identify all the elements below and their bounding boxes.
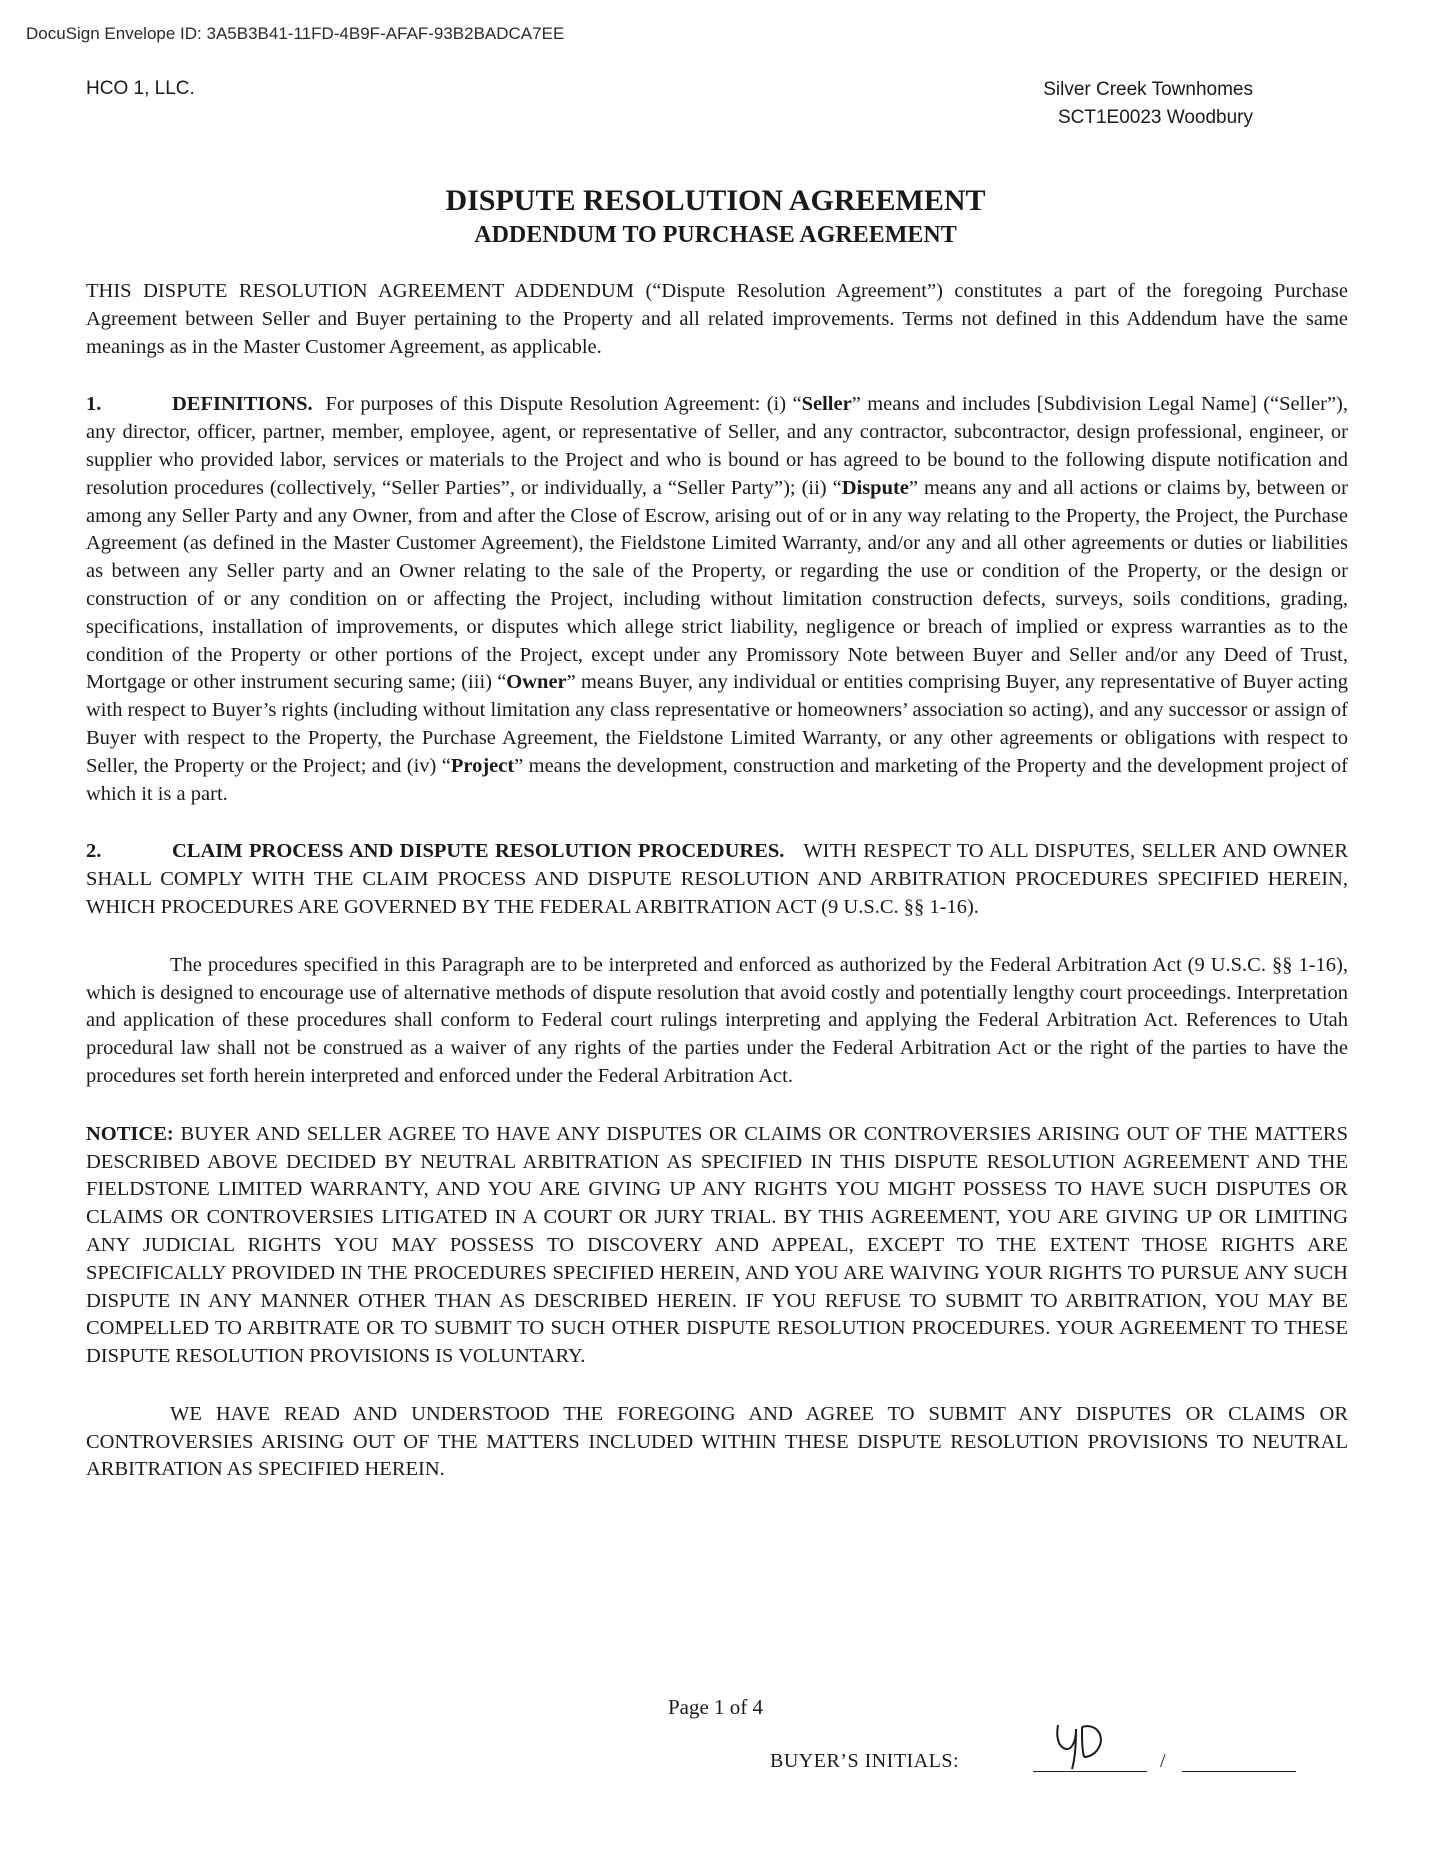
definitions-text: ” means the development, construction and marketing of the Property and the development project of which it is a part.	[86, 754, 1348, 805]
community-name: Silver Creek Townhomes	[1043, 79, 1253, 100]
section-claim-process	[86, 838, 1348, 921]
notice-paragraph	[86, 1121, 1348, 1371]
lot-code: SCT1E0023 Woodbury	[1057, 107, 1253, 128]
notice-label: NOTICE:	[86, 1122, 174, 1145]
document-body	[86, 278, 1348, 1514]
definitions-text: For purposes of this Dispute Resolution Agreement: (i) “	[325, 393, 802, 416]
term-dispute: Dispute	[841, 476, 909, 499]
page-number: Page 1 of 4	[667, 1695, 764, 1719]
buyer-initials-line-1	[1033, 1771, 1147, 1772]
document-subtitle: ADDENDUM TO PURCHASE AGREEMENT	[474, 222, 957, 248]
buyer-initials-label: BUYER’S INITIALS:	[770, 1750, 960, 1772]
term-seller: Seller	[801, 393, 852, 416]
section-definitions	[86, 391, 1348, 808]
acknowledgment-paragraph: WE HAVE READ AND UNDERSTOOD THE FOREGOING AND AGREE TO SUBMIT ANY DISPUTES OR CLAIMS OR CONTROVERSIES ARISING OUT OF THE MATTERS INCLUDED WITHIN THESE DISPUTE RESOLUTION PROVISIONS TO NEUTRAL ARBITRATION AS SPECIFIED HEREIN.	[86, 1402, 1348, 1481]
procedures-paragraph: The procedures specified in this Paragraph are to be interpreted and enforced as authorized by the Federal Arbitration Act (9 U.S.C. §§ 1-16), which is designed to encourage use of alternative methods of dispute resolution that avoid costly and potentially lengthy court proceedings. Interpretation and application of these procedures shall conform to Federal court rulings interpreting and applying the Federal Arbitration Act. References to Utah procedural law shall not be construed as a waiver of any rights of the parties under the Federal Arbitration Act or the right of the parties to have the procedures set forth herein interpreted and enforced under the Federal Arbitration Act.	[86, 953, 1348, 1087]
definitions-text: ” means Buyer, any individual or entities comprising Buyer, any representative of Buyer acting with respect to Buyer’s rights (including without limitation any class representative or homeowners’ association so acting), and any successor or assign of Buyer with respect to the Property, the Purchase Agreement, the Fieldstone Limited Warranty, or any other agreements or obligations with respect to Seller, the Property or the Project; and (iv) “	[86, 671, 1348, 777]
section-number: 2.	[86, 840, 102, 863]
property-header	[1043, 76, 1253, 132]
term-owner: Owner	[506, 671, 567, 694]
section-heading: DEFINITIONS.	[172, 393, 313, 416]
definitions-text: ” means any and all actions or claims by, between or among any Seller Party and any Owner, from and after the Close of Escrow, arising out of or in any way relating to the Property, the Project, the Purchase Agreement (as defined in the Master Customer Agreement), the Fieldstone Limited Warranty, and/or any and all other agreements or duties or liabilities as between any Seller party and an Owner relating to the sale of the Property, or regarding the use or condition of the Property, or the design or construction of or any condition on or affecting the Project, including without limitation construction defects, surveys, soils conditions, grading, specifications, installation of improvements, or disputes which allege strict liability, negligence or breach of implied or express warranties as to the condition of the Property or other portions of the Project, except under any Promissory Note between Buyer and Seller and/or any Deed of Trust, Mortgage or other instrument securing same; (iii) “	[86, 476, 1349, 694]
document-title: DISPUTE RESOLUTION AGREEMENT	[445, 184, 986, 217]
buyer-initials-signature	[1052, 1715, 1112, 1773]
section-heading: CLAIM PROCESS AND DISPUTE RESOLUTION PROCEDURES.	[172, 840, 785, 863]
buyer-initials-line-2	[1182, 1771, 1296, 1772]
seller-company: HCO 1, LLC.	[86, 78, 195, 99]
envelope-id: DocuSign Envelope ID: 3A5B3B41-11FD-4B9F-AFAF-93B2BADCA7EE	[26, 24, 565, 43]
intro-paragraph: THIS DISPUTE RESOLUTION AGREEMENT ADDENDUM (“Dispute Resolution Agreement”) constitutes a part of the foregoing Purchase Agreement between Seller and Buyer pertaining to the Property and all related improvements. Terms not defined in this Addendum have the same meanings as in the Master Customer Agreement, as applicable.	[86, 280, 1348, 358]
claim-process-text: WITH RESPECT TO ALL DISPUTES, SELLER AND OWNER SHALL COMPLY WITH THE CLAIM PROCESS AND DISPUTE RESOLUTION AND ARBITRATION PROCEDURES SPECIFIED HEREIN, WHICH PROCEDURES ARE GOVERNED BY THE FEDERAL ARBITRATION ACT (9 U.S.C. §§ 1-16).	[86, 840, 1348, 918]
initials-separator: /	[1160, 1750, 1166, 1772]
definitions-text: ” means and includes [Subdivision Legal Name] (“Seller”), any director, officer, partner, member, employee, agent, or representative of Seller, and any contractor, subcontractor, design professional, engineer, or supplier who provided labor, services or materials to the Project and who is bound or has agreed to be bound to the following dispute notification and resolution procedures (collectively, “Seller Parties”, or individually, a “Seller Party”); (ii) “	[86, 393, 1348, 499]
term-project: Project	[450, 754, 515, 777]
section-number: 1.	[86, 393, 102, 416]
notice-text: BUYER AND SELLER AGREE TO HAVE ANY DISPUTES OR CLAIMS OR CONTROVERSIES ARISING OUT OF THE MATTERS DESCRIBED ABOVE DECIDED BY NEUTRAL ARBITRATION AS SPECIFIED IN THIS DISPUTE RESOLUTION AGREEMENT AND THE FIELDSTONE LIMITED WARRANTY, AND YOU ARE GIVING UP ANY RIGHTS YOU MIGHT POSSESS TO HAVE SUCH DISPUTES OR CLAIMS OR CONTROVERSIES LITIGATED IN A COURT OR JURY TRIAL. BY THIS AGREEMENT, YOU ARE GIVING UP OR LIMITING ANY JUDICIAL RIGHTS YOU MAY POSSESS TO DISCOVERY AND APPEAL, EXCEPT TO THE EXTENT THOSE RIGHTS ARE SPECIFICALLY PROVIDED IN THE PROCEDURES SPECIFIED HEREIN, AND YOU ARE WAIVING YOUR RIGHTS TO PURSUE ANY SUCH DISPUTE IN ANY MANNER OTHER THAN AS DESCRIBED HEREIN. IF YOU REFUSE TO SUBMIT TO ARBITRATION, YOU MAY BE COMPELLED TO ARBITRATE OR TO SUBMIT TO SUCH OTHER DISPUTE RESOLUTION PROCEDURES. YOUR AGREEMENT TO THESE DISPUTE RESOLUTION PROVISIONS IS VOLUNTARY.	[86, 1122, 1349, 1368]
